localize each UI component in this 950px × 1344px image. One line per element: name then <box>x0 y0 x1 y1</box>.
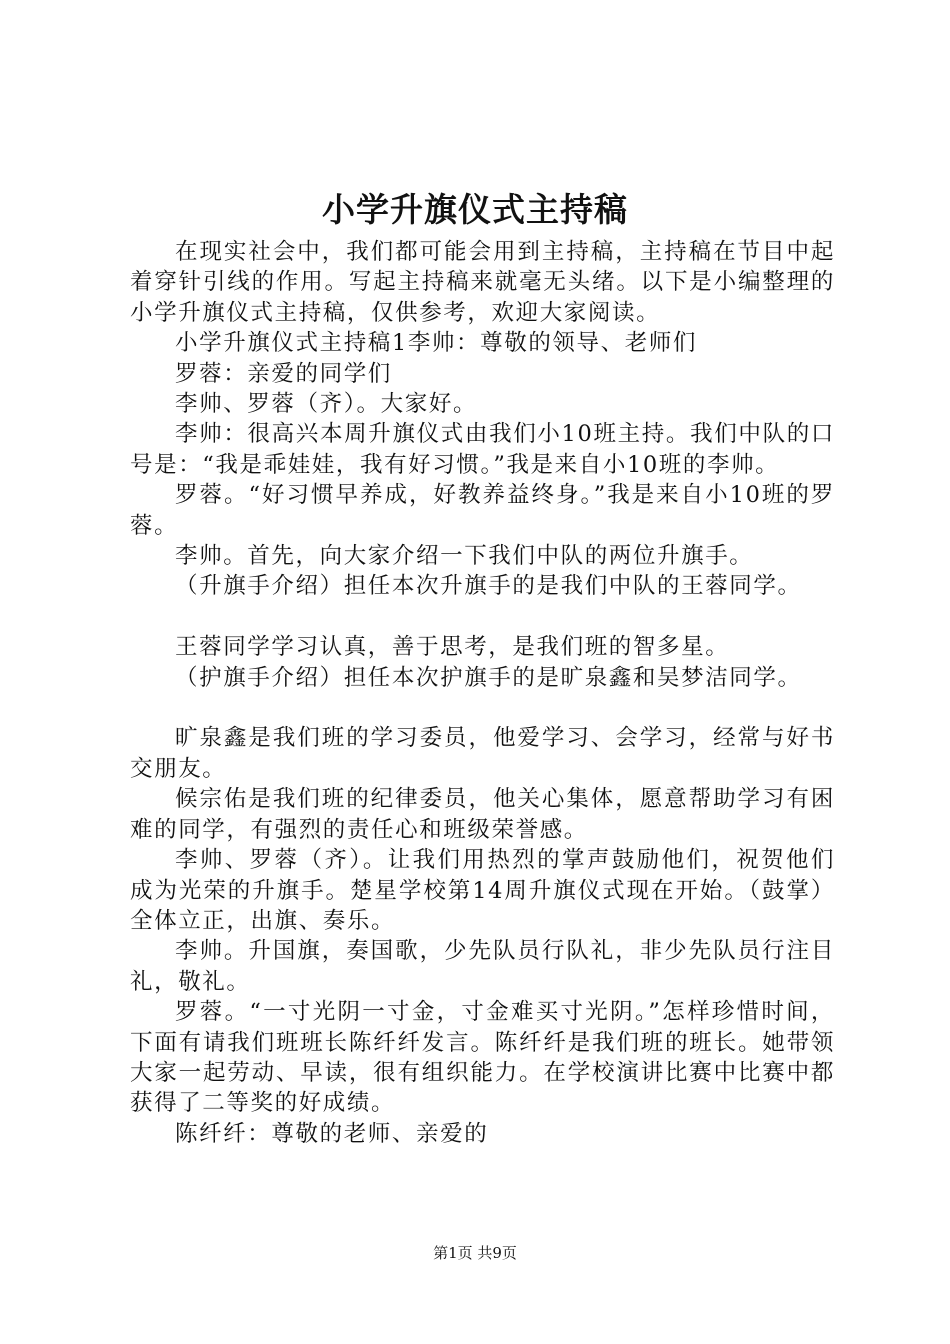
paragraph: 小学升旗仪式主持稿1李帅：尊敬的领导、老师们 <box>175 330 698 357</box>
paragraph: 罗蓉。“好习惯早养成，好教养益终身。”我是来自小10班的罗蓉。 <box>130 482 835 539</box>
paragraph: 候宗佑是我们班的纪律委员，他关心集体，愿意帮助学习有困难的同学，有强烈的责任心和班级荣誉感。 <box>130 786 835 843</box>
paragraph: 罗蓉：亲爱的同学们 <box>175 360 392 387</box>
page-footer: 第1页 共9页 <box>433 1244 517 1262</box>
document-title: 小学升旗仪式主持稿 <box>322 190 628 229</box>
paragraph: （升旗手介绍）担任本次升旗手的是我们中队的王蓉同学。 <box>175 573 802 600</box>
paragraph: （护旗手介绍）担任本次护旗手的是旷泉鑫和吴梦洁同学。 <box>175 664 802 691</box>
paragraph: 李帅。首先，向大家介绍一下我们中队的两位升旗手。 <box>175 543 754 570</box>
blank-line <box>130 602 835 632</box>
paragraph: 李帅。升国旗，奏国歌，少先队员行队礼，非少先队员行注目礼，敬礼。 <box>130 938 835 995</box>
blank-line <box>130 693 835 723</box>
paragraph: 旷泉鑫是我们班的学习委员，他爱学习、会学习，经常与好书交朋友。 <box>130 725 835 782</box>
document-body <box>130 237 835 1149</box>
paragraph: 王蓉同学学习认真，善于思考，是我们班的智多星。 <box>175 634 730 661</box>
paragraph: 陈纤纤：尊敬的老师、亲爱的 <box>175 1120 489 1147</box>
paragraph: 李帅、罗蓉（齐）。大家好。 <box>175 391 478 418</box>
paragraph: 李帅、罗蓉（齐）。让我们用热烈的掌声鼓励他们，祝贺他们成为光荣的升旗手。楚星学校第14周升旗仪式现在开始。（鼓掌）全体立正，出旗、奏乐。 <box>130 847 835 934</box>
paragraph: 在现实社会中，我们都可能会用到主持稿，主持稿在节目中起着穿针引线的作用。写起主持稿来就毫无头绪。以下是小编整理的小学升旗仪式主持稿，仅供参考，欢迎大家阅读。 <box>130 239 835 326</box>
paragraph: 李帅：很高兴本周升旗仪式由我们小10班主持。我们中队的口号是：“我是乖娃娃，我有好习惯。”我是来自小10班的李帅。 <box>130 421 835 478</box>
paragraph: 罗蓉。“一寸光阴一寸金，寸金难买寸光阴。”怎样珍惜时间，下面有请我们班班长陈纤纤发言。陈纤纤是我们班的班长。她带领大家一起劳动、早读，很有组织能力。在学校演讲比赛中比赛中都获得了二等奖的好成绩。 <box>130 999 835 1117</box>
